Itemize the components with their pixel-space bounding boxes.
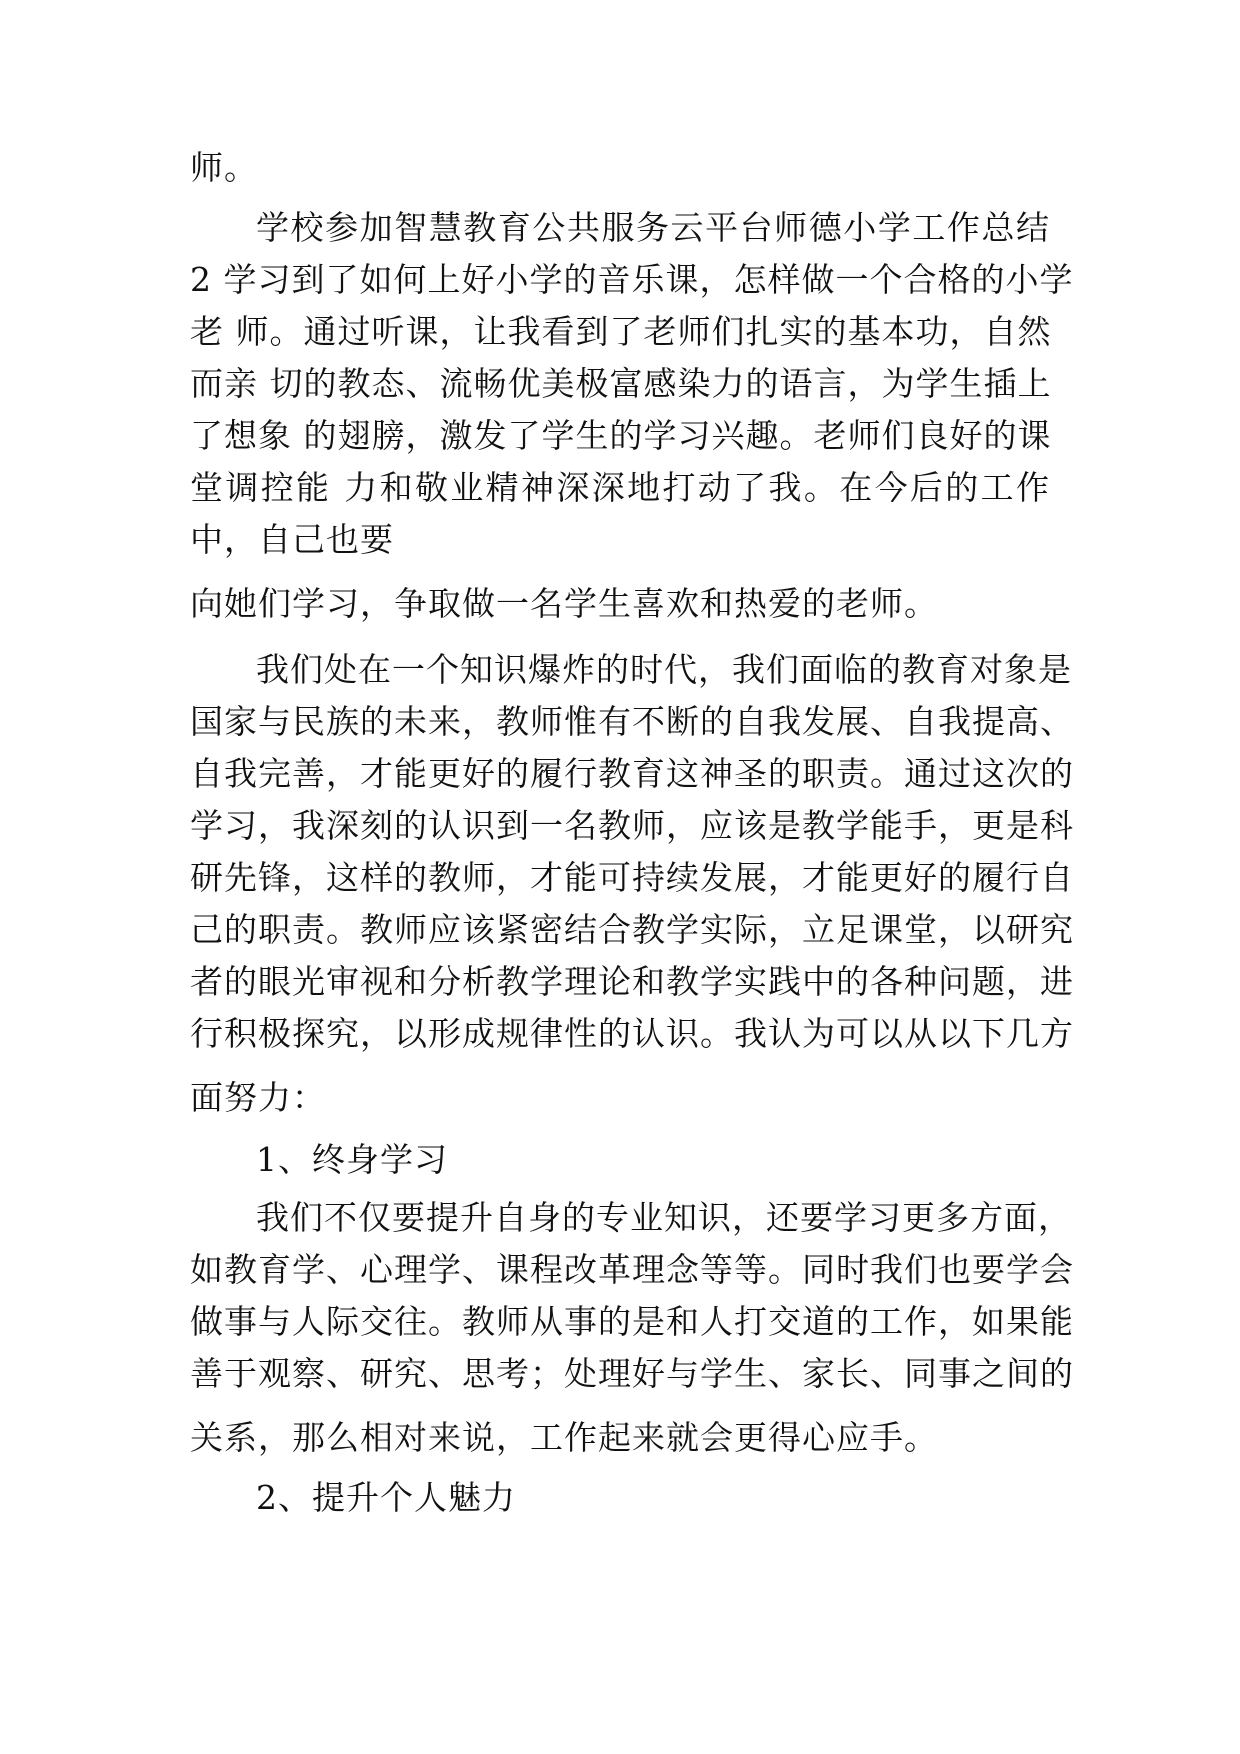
text-line: 关系，那么相对来说，工作起来就会更得心应手。	[190, 1418, 938, 1457]
text-line: 我们不仅要提升自身的专业知识，还要学习更多方面，	[256, 1198, 1072, 1237]
text-line: 国家与民族的未来，教师惟有不断的自我发展、自我提高、	[190, 702, 1074, 741]
text-line: 做事与人际交往。教师从事的是和人打交道的工作，如果能	[190, 1302, 1074, 1341]
text-line: 己的职责。教师应该紧密结合教学实际，立足课堂，以研究	[190, 910, 1074, 949]
text-line: 而亲 切的教态、流畅优美极富感染力的语言，为学生插上	[190, 364, 1052, 403]
text-line: 2 学习到了如何上好小学的音乐课，怎样做一个合格的小学	[190, 260, 1074, 299]
text-line: 老 师。通过听课，让我看到了老师们扎实的基本功，自然	[190, 312, 1052, 351]
text-line: 堂调控能 力和敬业精神深深地打动了我。在今后的工作	[190, 468, 1050, 507]
section-heading: 2、提升个人魅力	[256, 1478, 516, 1517]
text-line: 行积极探究，以形成规律性的认识。我认为可以从以下几方	[190, 1014, 1074, 1053]
text-line: 善于观察、研究、思考；处理好与学生、家长、同事之间的	[190, 1354, 1074, 1393]
text-line: 者的眼光审视和分析教学理论和教学实践中的各种问题，进	[190, 962, 1074, 1001]
section-heading: 1、终身学习	[256, 1140, 448, 1179]
text-line: 学习，我深刻的认识到一名教师，应该是教学能手，更是科	[190, 806, 1074, 845]
text-line: 我们处在一个知识爆炸的时代，我们面临的教育对象是	[256, 650, 1072, 689]
text-line: 如教育学、心理学、课程改革理念等等。同时我们也要学会	[190, 1250, 1074, 1289]
text-line: 向她们学习，争取做一名学生喜欢和热爱的老师。	[190, 584, 938, 623]
text-line: 研先锋，这样的教师，才能可持续发展，才能更好的履行自	[190, 858, 1074, 897]
text-line: 师。	[190, 148, 258, 187]
text-line: 学校参加智慧教育公共服务云平台师德小学工作总结	[256, 208, 1050, 247]
text-line: 中，自己也要	[190, 520, 394, 559]
text-line: 面努力：	[190, 1078, 326, 1117]
text-line: 了想象 的翅膀，激发了学生的学习兴趣。老师们良好的课	[190, 416, 1052, 455]
text-line: 自我完善，才能更好的履行教育这神圣的职责。通过这次的	[190, 754, 1074, 793]
